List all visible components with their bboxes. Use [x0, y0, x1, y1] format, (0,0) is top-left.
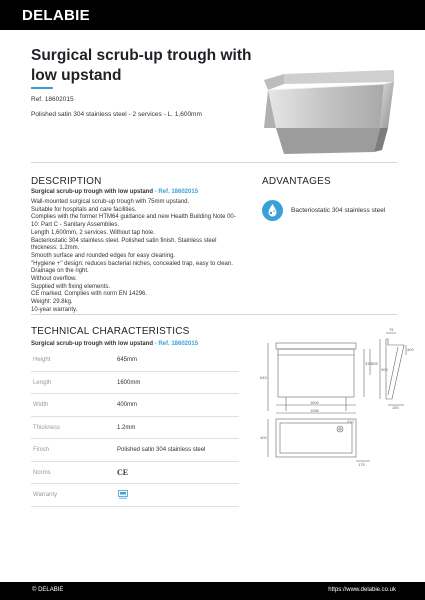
water-drop-icon	[262, 200, 283, 221]
footer-bar	[0, 582, 425, 600]
description-line: Without overflow.	[31, 276, 77, 283]
page-title: Surgical scrub-up trough with low upstand	[31, 47, 252, 84]
description-line: 10-year warranty.	[31, 306, 78, 313]
description-subheading-text: Surgical scrub-up trough with low upstand	[31, 189, 153, 195]
row-label: Width	[33, 402, 49, 408]
table-row	[31, 349, 239, 372]
description-subheading-ref: - Ref. 18602015	[153, 189, 199, 195]
row-label: Finish	[33, 447, 50, 453]
technical-subheading-text: Surgical scrub-up trough with low upstand	[31, 341, 153, 347]
drawing-dimension: 300	[381, 367, 388, 372]
ce-mark-icon: CE	[117, 467, 129, 477]
table-row	[31, 417, 239, 440]
drawing-dimension: 150	[392, 405, 399, 410]
table-row	[31, 462, 239, 485]
table-row	[31, 394, 239, 417]
description-line: thickness: 1.2mm.	[31, 245, 80, 252]
technical-heading: TECHNICAL CHARACTERISTICS	[31, 326, 190, 337]
drawing-dimension: 400	[260, 435, 267, 440]
drawing-dimension: 1550	[310, 408, 319, 413]
description-line: 10: Part C - Sanitary Assemblies.	[31, 222, 120, 229]
description-line: Smooth surface and rounded edges for easy cleaning.	[31, 252, 176, 259]
description-line: Complies with the former HTM64 guidance and new Health Building Note 00-	[31, 214, 236, 221]
description-line: Length 1,600mm, 2 services. Without tap hole.	[31, 229, 155, 236]
description-line: Supplied with fixing elements.	[31, 283, 111, 290]
row-label: Norms	[33, 469, 51, 476]
drawing-dimension: 330	[365, 361, 372, 366]
drawing-dimension: 175	[358, 462, 365, 467]
row-value: 645mm	[117, 357, 138, 363]
description-line: Weight: 29.8kg.	[31, 299, 73, 306]
table-row	[31, 439, 239, 462]
drawing-dimension: 400	[407, 347, 414, 352]
table-row	[31, 484, 239, 507]
footer-website-link[interactable]: https://www.delabie.co.uk	[328, 587, 396, 593]
row-label: Height	[33, 357, 51, 363]
row-label: Thickness	[33, 424, 61, 431]
advantages-heading: ADVANTAGES	[262, 176, 331, 187]
description-heading: DESCRIPTION	[31, 176, 102, 187]
description-line: Bacteriostatic 304 stainless steel. Polished satin finish. Stainless steel	[31, 237, 217, 244]
advantage-item: Bacteriostatic 304 stainless steel	[291, 207, 386, 214]
description-body	[31, 199, 251, 315]
row-label: Length	[33, 379, 52, 386]
technical-drawing	[258, 325, 418, 475]
description-line: Wall-mounted surgical scrub-up trough with 75mm upstand.	[31, 199, 190, 205]
section-divider	[31, 314, 397, 315]
row-value: 1.2mm	[117, 424, 136, 431]
technical-subheading	[31, 341, 198, 347]
drawing-dimension: 1600	[310, 400, 319, 405]
drawing-dimension: 210	[347, 419, 354, 424]
description-line: Suitable for hospitals and care facilities.	[31, 206, 137, 213]
product-short-description: Polished satin 304 stainless steel - 2 services - L. 1,600mm	[31, 111, 202, 118]
drawing-dimension: 645	[260, 375, 267, 380]
row-value: Polished satin 304 stainless steel	[117, 447, 206, 453]
section-divider	[31, 162, 397, 163]
technical-subheading-ref: - Ref. 18602015	[153, 341, 199, 347]
row-value: 1600mm	[117, 379, 141, 386]
brand-logo[interactable]: DELABIE	[22, 7, 90, 24]
row-value: 400mm	[117, 402, 138, 408]
table-row	[31, 372, 239, 395]
product-image	[262, 68, 397, 156]
product-ref: Ref. 18602015	[31, 96, 74, 103]
row-label: Warranty	[33, 492, 58, 498]
technical-table	[31, 349, 239, 507]
drawing-dimension: 355	[371, 361, 378, 366]
drawing-dimension: 75	[389, 327, 394, 332]
description-subheading	[31, 189, 198, 195]
description-line: CE marked. Complies with norm EN 14296.	[31, 291, 148, 298]
description-line: "Hygiene +" design: reduces bacterial niches, concealed trap, easy to clean.	[31, 260, 233, 267]
title-underline	[31, 87, 53, 89]
warranty-badge-icon	[118, 490, 128, 499]
description-line: Drainage on the right.	[31, 268, 89, 275]
header-bar	[0, 0, 425, 30]
footer-copyright: © DELABIE	[32, 587, 64, 593]
